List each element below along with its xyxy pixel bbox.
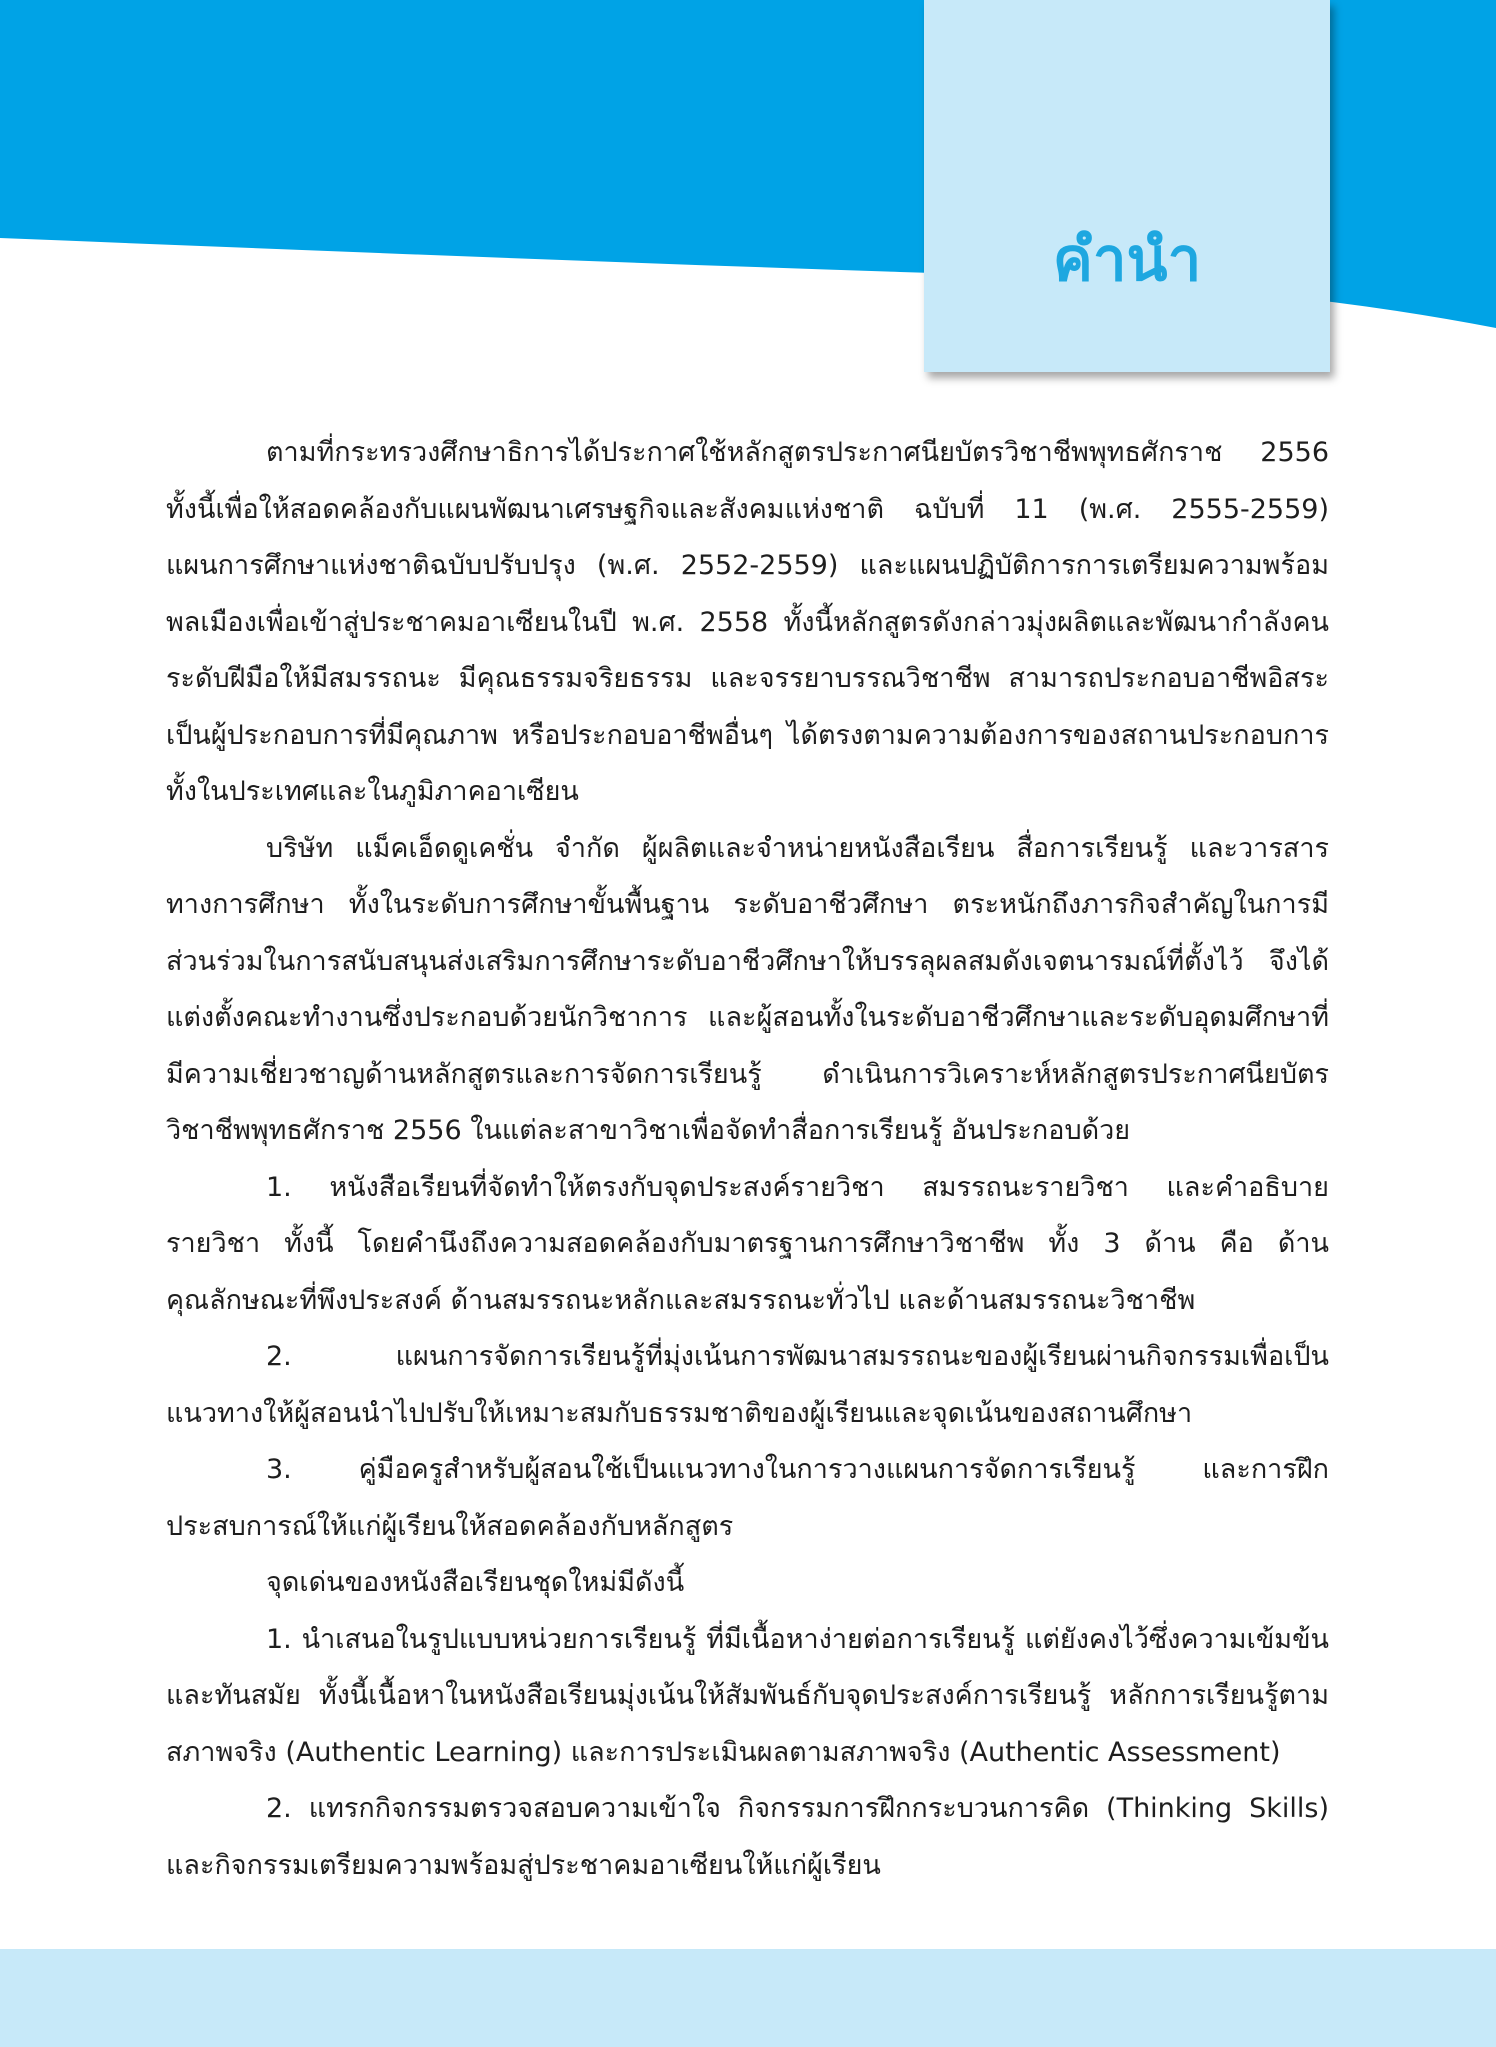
- list-item-highlight-2: 2. แทรกกิจกรรมตรวจสอบความเข้าใจ กิจกรรมการฝึกกระบวนการคิด (Thinking Skills) และกิจกรรมเตรียมความพร้อมสู่ประชาคมอาเซียนให้แก่ผู้เรียน: [166, 1793, 1329, 1881]
- list-item-textbook: 1. หนังสือเรียนที่จัดทำให้ตรงกับจุดประสงค์รายวิชา สมรรถนะรายวิชา และคำอธิบายรายวิชา ทั้งนี้ โดยคำนึงถึงความสอดคล้องกับมาตรฐานการศึกษาวิชาชีพ ทั้ง 3 ด้าน คือ ด้านคุณลักษณะที่พึงประสงค์ ด้านสมรรถนะหลักและสมรรถนะทั่วไป และด้านสมรรถนะวิชาชีพ: [166, 1171, 1329, 1316]
- page-title: คำนำ: [1052, 225, 1202, 295]
- list-item-highlight-1: 1. นำเสนอในรูปแบบหน่วยการเรียนรู้ ที่มีเนื้อหาง่ายต่อการเรียนรู้ แต่ยังคงไว้ซึ่งความเข้มข้นและทันสมัย ทั้งนี้เนื้อหาในหนังสือเรียนมุ่งเน้นให้สัมพันธ์กับจุดประสงค์การเรียนรู้ หลักการเรียนรู้ตามสภาพจริง (Authentic Learning) และการประเมินผลตามสภาพจริง (Authentic Assessment): [166, 1623, 1329, 1768]
- list-item-teacher-guide: 3. คู่มือครูสำหรับผู้สอนใช้เป็นแนวทางในการวางแผนการจัดการเรียนรู้ และการฝึกประสบการณ์ให้แก่ผู้เรียนให้สอดคล้องกับหลักสูตร: [166, 1454, 1329, 1542]
- document-body: [166, 425, 1329, 1894]
- paragraph-intro: ตามที่กระทรวงศึกษาธิการได้ประกาศใช้หลักสูตรประกาศนียบัตรวิชาชีพพุทธศักราช 2556 ทั้งนี้เพื่อให้สอดคล้องกับแผนพัฒนาเศรษฐกิจและสังคมแห่งชาติ ฉบับที่ 11 (พ.ศ. 2555-2559) แผนการศึกษาแห่งชาติฉบับปรับปรุง (พ.ศ. 2552-2559) และแผนปฏิบัติการการเตรียมความพร้อมพลเมืองเพื่อเข้าสู่ประชาคมอาเซียนในปี พ.ศ. 2558 ทั้งนี้หลักสูตรดังกล่าวมุ่งผลิตและพัฒนากำลังคนระดับฝีมือให้มีสมรรถนะ มีคุณธรรมจริยธรรม และจรรยาบรรณวิชาชีพ สามารถประกอบอาชีพอิสระเป็นผู้ประกอบการที่มีคุณภาพ หรือประกอบอาชีพอื่นๆ ได้ตรงตามความต้องการของสถานประกอบการทั้งในประเทศและในภูมิภาคอาเซียน: [166, 437, 1329, 807]
- highlights-heading: จุดเด่นของหนังสือเรียนชุดใหม่มีดังนี้: [266, 1567, 685, 1598]
- paragraph-company: บริษัท แม็คเอ็ดดูเคชั่น จำกัด ผู้ผลิตและจำหน่ายหนังสือเรียน สื่อการเรียนรู้ และวารสารทางการศึกษา ทั้งในระดับการศึกษาขั้นพื้นฐาน ระดับอาชีวศึกษา ตระหนักถึงภารกิจสำคัญในการมีส่วนร่วมในการสนับสนุนส่งเสริมการศึกษาระดับอาชีวศึกษาให้บรรลุผลสมดังเจตนารมณ์ที่ตั้งไว้ จึงได้แต่งตั้งคณะทำงานซึ่งประกอบด้วยนักวิชาการ และผู้สอนทั้งในระดับอาชีวศึกษาและระดับอุดมศึกษาที่มีความเชี่ยวชาญด้านหลักสูตรและการจัดการเรียนรู้ ดำเนินการวิเคราะห์หลักสูตรประกาศนียบัตรวิชาชีพพุทธศักราช 2556 ในแต่ละสาขาวิชาเพื่อจัดทำสื่อการเรียนรู้ อันประกอบด้วย: [166, 832, 1329, 1146]
- title-box: [924, 0, 1330, 372]
- list-item-lesson-plan: 2. แผนการจัดการเรียนรู้ที่มุ่งเน้นการพัฒนาสมรรถนะของผู้เรียนผ่านกิจกรรมเพื่อเป็นแนวทางให้ผู้สอนนำไปปรับให้เหมาะสมกับธรรมชาติของผู้เรียนและจุดเน้นของสถานศึกษา: [166, 1341, 1329, 1429]
- footer-band: [0, 1949, 1496, 2047]
